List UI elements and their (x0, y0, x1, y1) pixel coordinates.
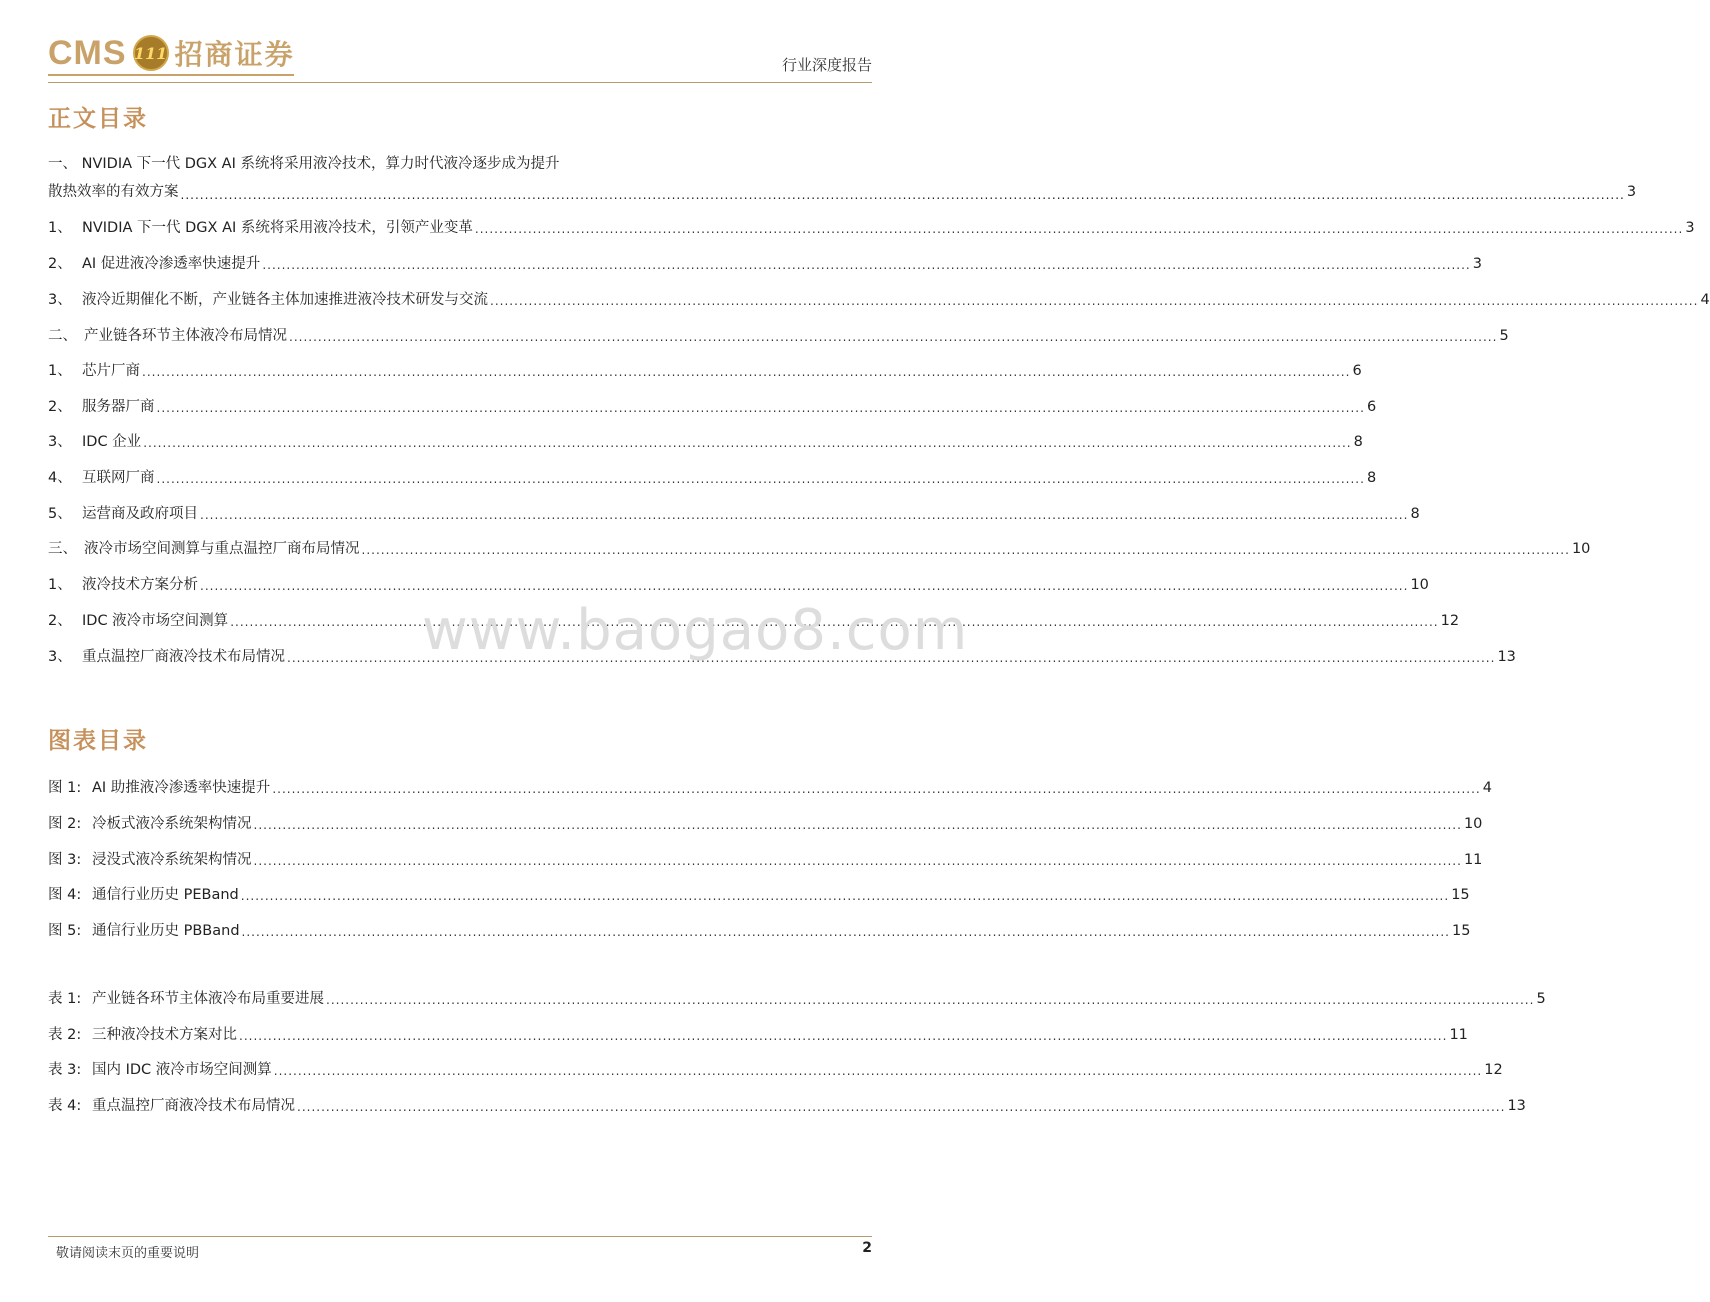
table-entry-page: 12 (1484, 1062, 1503, 1078)
toc-entry-text: 液冷技术方案分析 (82, 577, 198, 593)
page-header (48, 30, 872, 80)
table-entry-page: 13 (1507, 1098, 1526, 1114)
table-label: 表 2: (48, 1027, 82, 1043)
toc-entry-text: 芯片厂商 (82, 363, 140, 379)
leader-dots (242, 923, 1450, 941)
leader-dots (254, 816, 1462, 834)
table-label: 表 1: (48, 991, 82, 1007)
toc-entry[interactable] (48, 361, 1362, 381)
leader-dots (143, 434, 1351, 452)
toc-entry-number: 3、 (48, 434, 72, 450)
toc-entry-page: 8 (1366, 470, 1377, 486)
toc-entry-text: AI 促进液冷渗透率快速提升 (82, 256, 261, 272)
leader-dots (157, 399, 1365, 417)
toc-entry-number: 1、 (48, 577, 72, 593)
toc-entry-page: 13 (1497, 649, 1516, 665)
logo-underline (48, 74, 294, 76)
toc-entry-page: 8 (1410, 506, 1420, 522)
leader-dots (200, 506, 1408, 524)
leader-dots: ............................................................................................................................................................................................................................................................................................................ (180, 188, 1625, 202)
toc-entry-text: 运营商及政府项目 (82, 506, 198, 522)
cms-logo (48, 30, 295, 76)
figure-entry-text: 冷板式液冷系统架构情况 (92, 816, 252, 832)
leader-dots (157, 470, 1365, 488)
logo-cms-text: CMS (48, 33, 127, 72)
toc-entry-line2: 散热效率的有效方案 (48, 184, 179, 200)
toc-entry-page: 4 (1700, 292, 1710, 308)
table-entry-text: 国内 IDC 液冷市场空间测算 (92, 1062, 272, 1078)
table-entry-text: 重点温控厂商液冷技术布局情况 (92, 1098, 295, 1114)
leader-dots (475, 220, 1683, 238)
logo-company-name: 招商证券 (174, 38, 295, 71)
figure-entry-text: AI 助推液冷渗透率快速提升 (92, 780, 271, 796)
watermark: www.baogao8.com (422, 598, 969, 663)
toc-entry[interactable] (48, 326, 1509, 346)
toc-entry-text: NVIDIA 下一代 DGX AI 系统将采用液冷技术，引领产业变革 (82, 220, 473, 236)
toc-entry-page: 6 (1366, 399, 1377, 415)
figure-label: 图 1: (48, 780, 82, 796)
toc-entry-text: IDC 企业 (82, 434, 142, 450)
toc-entry-number: 2、 (48, 613, 72, 629)
leader-dots (200, 577, 1408, 595)
toc-entry[interactable] (48, 539, 1591, 559)
toc-entry-number: 2、 (48, 256, 72, 272)
toc-entry-number: 1、 (48, 220, 72, 236)
figure-label: 图 4: (48, 887, 82, 903)
toc-entry-page: 10 (1571, 541, 1591, 557)
figure-entry-page: 10 (1463, 816, 1483, 832)
figure-label: 图 2: (48, 816, 82, 832)
toc-entry-number: 5、 (48, 506, 72, 522)
toc-entry[interactable] (48, 468, 1377, 488)
toc-entry-page: 10 (1410, 577, 1429, 593)
toc-entry[interactable] (48, 432, 1363, 452)
toc-entry-number: 4、 (48, 470, 72, 486)
toc-entry-page: 3 (1472, 256, 1482, 272)
toc-entry-page: 6 (1352, 363, 1362, 379)
toc-entry-number: 3、 (48, 649, 72, 665)
toc-entry-text: 液冷近期催化不断，产业链各主体加速推进液冷技术研发与交流 (82, 292, 488, 308)
leader-dots (289, 328, 1497, 346)
toc-entry-text: 液冷市场空间测算与重点温控厂商布局情况 (84, 541, 360, 557)
figure-entry-page: 15 (1451, 887, 1470, 903)
toc-entry-number: 3、 (48, 292, 72, 308)
figure-entry[interactable] (48, 814, 1483, 834)
leader-dots (274, 1062, 1482, 1080)
table-entry[interactable] (48, 1060, 1503, 1080)
toc-entry[interactable] (48, 290, 1710, 310)
toc-entry-number: 1、 (48, 363, 72, 379)
table-entry-text: 三种液冷技术方案对比 (92, 1027, 237, 1043)
table-entry[interactable] (48, 1096, 1526, 1116)
figure-entry-text: 浸没式液冷系统架构情况 (92, 852, 252, 868)
toc-entry-text: 服务器厂商 (82, 399, 155, 415)
figure-label: 图 3: (48, 852, 82, 868)
toc-entry-text: 重点温控厂商液冷技术布局情况 (82, 649, 285, 665)
toc-entry-number: 2、 (48, 399, 72, 415)
leader-dots (239, 1027, 1447, 1045)
table-entry-text: 产业链各环节主体液冷布局重要进展 (92, 991, 324, 1007)
toc-entry-page: 3 (1626, 184, 1637, 200)
toc-entry-text: 互联网厂商 (82, 470, 155, 486)
footer-divider (48, 1236, 872, 1237)
table-entry[interactable] (48, 1025, 1468, 1045)
toc-entry-page: 5 (1499, 328, 1509, 344)
toc-entry-page: 3 (1685, 220, 1695, 236)
toc-entry-section-1[interactable] (48, 150, 1637, 206)
figure-entry-text: 通信行业历史 PBBand (92, 923, 240, 939)
toc-entry[interactable] (48, 397, 1377, 417)
table-label: 表 3: (48, 1062, 82, 1078)
table-entry[interactable] (48, 989, 1546, 1009)
figure-entry-page: 4 (1482, 780, 1492, 796)
leader-dots (326, 991, 1534, 1009)
leader-dots (142, 363, 1350, 381)
leader-dots (241, 887, 1449, 905)
figure-entry[interactable] (48, 921, 1471, 941)
toc-entry-number: 二、 (48, 328, 77, 344)
toc-entry[interactable] (48, 504, 1420, 524)
toc-title: 正文目录 (48, 105, 148, 132)
leader-dots (362, 541, 1570, 559)
toc-entry[interactable] (48, 218, 1695, 238)
table-entry-page: 5 (1536, 991, 1546, 1007)
table-entry-page: 11 (1449, 1027, 1468, 1043)
figure-entry-page: 15 (1451, 923, 1471, 939)
figure-entry[interactable] (48, 850, 1483, 870)
page-number: 2 (862, 1240, 872, 1256)
toc-entry-text: 产业链各环节主体液冷布局情况 (84, 328, 287, 344)
toc-entry-number: 三、 (48, 541, 77, 557)
toc-entry[interactable] (48, 254, 1482, 274)
toc-entry-page: 12 (1440, 613, 1460, 629)
footer-note: 敬请阅读末页的重要说明 (56, 1246, 200, 1261)
leader-dots (490, 292, 1698, 310)
toc-entry-text: IDC 液冷市场空间测算 (82, 613, 229, 629)
toc-entry[interactable] (48, 575, 1429, 595)
figure-entry[interactable] (48, 778, 1492, 798)
figures-title: 图表目录 (48, 727, 148, 754)
table-label: 表 4: (48, 1098, 82, 1114)
leader-dots (297, 1098, 1505, 1116)
leader-dots (254, 852, 1462, 870)
logo-mark-icon: 111 (133, 35, 169, 71)
toc-entry-line1: 一、 NVIDIA 下一代 DGX AI 系统将采用液冷技术，算力时代液冷逐步成为提升 (48, 156, 560, 172)
figure-entry-page: 11 (1463, 852, 1483, 868)
figure-entry[interactable] (48, 885, 1470, 905)
report-type: 行业深度报告 (781, 56, 872, 74)
toc-entry-page: 8 (1353, 434, 1363, 450)
leader-dots (272, 780, 1480, 798)
leader-dots (262, 256, 1470, 274)
figure-entry-text: 通信行业历史 PEBand (92, 887, 239, 903)
header-divider (48, 82, 872, 83)
figure-label: 图 5: (48, 923, 82, 939)
